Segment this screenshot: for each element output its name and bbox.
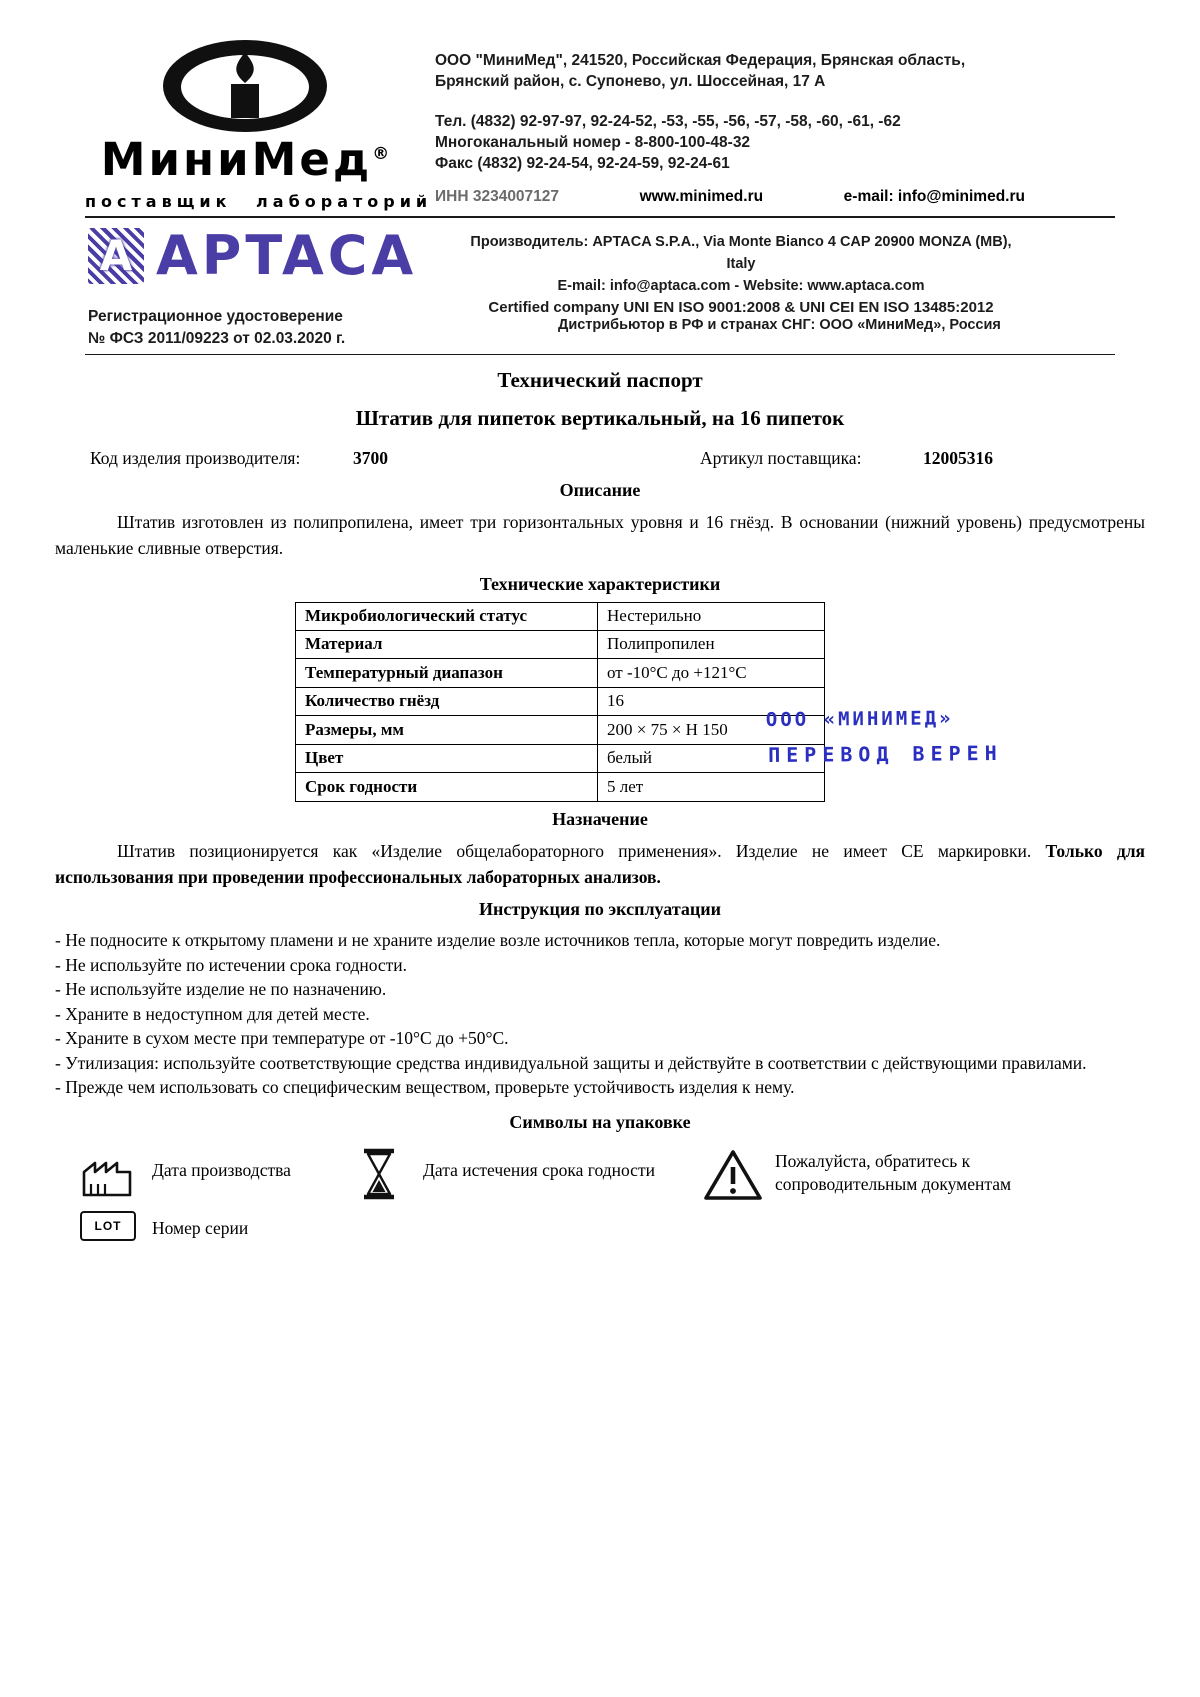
spec-label: Цвет xyxy=(296,744,598,772)
symbols-heading: Символы на упаковке xyxy=(509,1111,691,1132)
brand-tagline: поставщик лабораторий xyxy=(85,192,433,211)
spec-row xyxy=(296,687,825,715)
instructions-list xyxy=(55,928,1145,1100)
lot-box-text: LOT xyxy=(80,1211,136,1241)
inn-row xyxy=(435,188,1025,206)
packaging-symbols xyxy=(55,1147,1145,1282)
specs-table xyxy=(295,602,825,802)
spec-value: 5 лет xyxy=(598,773,825,801)
instruction-item: - Не используйте изделие не по назначению. xyxy=(55,979,387,1000)
registered-mark: ® xyxy=(372,144,390,164)
manufacturer-info xyxy=(458,231,1024,319)
company-website: www.minimed.ru xyxy=(639,188,764,205)
spec-value: белый xyxy=(598,744,825,772)
spec-value: Полипропилен xyxy=(598,630,825,658)
supplier-article-label: Артикул поставщика: xyxy=(700,448,862,468)
spec-label: Материал xyxy=(296,630,598,658)
company-fax: Факс (4832) 92-24-54, 92-24-59, 92-24-61 xyxy=(435,155,730,172)
spec-label: Микробиологический статус xyxy=(296,602,598,630)
spec-label: Температурный диапазон xyxy=(296,659,598,687)
spec-label: Срок годности xyxy=(296,773,598,801)
minimed-candle-icon xyxy=(160,38,330,135)
description-text: Штатив изготовлен из полипропилена, имеет три горизонтальных уровня и 16 гнёзд. В основании (нижний уровень) предусмотрены маленькие сливные отверстия. xyxy=(55,512,1145,559)
spec-row xyxy=(296,744,825,772)
aptaca-tile-icon xyxy=(88,228,144,284)
spec-label: Количество гнёзд xyxy=(296,687,598,715)
company-info xyxy=(435,50,1035,174)
minimed-logo xyxy=(85,38,433,211)
stamp-verified: ПЕРЕВОД ВЕРЕН xyxy=(768,740,1003,768)
manufacturer-code-value: 3700 xyxy=(353,448,388,468)
spec-value: от -10°C до +121°C xyxy=(598,659,825,687)
spec-value: Нестерильно xyxy=(598,602,825,630)
manufacturer-line: Производитель: APTACA S.P.A., Via Monte Bianco 4 CAP 20900 MONZA (MB), Italy xyxy=(470,234,1012,272)
registration-line-1: Регистрационное удостоверение xyxy=(88,308,343,325)
brand-text: МиниМед xyxy=(100,133,373,186)
symbol-label: Дата истечения срока годности xyxy=(423,1159,655,1180)
purpose-heading: Назначение xyxy=(552,808,648,829)
instructions-heading: Инструкция по эксплуатации xyxy=(478,899,722,920)
company-phones: Тел. (4832) 92-97-97, 92-24-52, -53, -55, -56, -57, -58, -60, -61, -62 xyxy=(435,113,901,130)
spec-value: 200 × 75 × H 150 xyxy=(598,716,825,744)
instruction-item: - Храните в сухом месте при температуре от -10°C до +50°C. xyxy=(55,1028,509,1049)
manufacturer-code-label: Код изделия производителя: xyxy=(90,448,301,468)
company-address-line-2: Брянский район, с. Супонево, ул. Шоссейная, 17 А xyxy=(435,73,826,90)
document-body xyxy=(55,360,1145,1282)
brand-name xyxy=(85,133,405,186)
manufacturer-certification: Certified company UNI EN ISO 9001:2008 & UNI CEI EN ISO 13485:2012 xyxy=(488,299,994,316)
registration-line-2: № ФСЗ 2011/09223 от 02.03.2020 г. xyxy=(88,330,346,347)
symbol-label: Номер серии xyxy=(152,1217,249,1238)
supplier-article-value: 12005316 xyxy=(923,448,993,468)
warning-icon xyxy=(702,1147,764,1208)
header-divider-1 xyxy=(85,216,1115,218)
instruction-item: - Прежде чем использовать со специфическим веществом, проверьте устойчивость изделия к нему. xyxy=(55,1077,795,1098)
product-title: Штатив для пипеток вертикальный, на 16 пипеток xyxy=(355,406,845,430)
purpose-text-bold: Только для использования при проведении профессиональных лабораторных анализов. xyxy=(55,840,1146,887)
instruction-item: - Утилизация: используйте соответствующие средства индивидуальной защиты и действуйте в соответствии с действующими правилами. xyxy=(55,1052,1087,1073)
spec-row xyxy=(296,659,825,687)
specs-heading: Технические характеристики xyxy=(479,573,721,594)
product-codes-row xyxy=(55,448,1145,474)
spec-row xyxy=(296,630,825,658)
hourglass-icon xyxy=(358,1147,400,1206)
manufacturer-contacts: E-mail: info@aptaca.com - Website: www.aptaca.com xyxy=(557,278,925,294)
company-email: e-mail: info@minimed.ru xyxy=(843,188,1025,205)
instruction-item: - Храните в недоступном для детей месте. xyxy=(55,1003,370,1024)
lot-icon xyxy=(80,1211,136,1241)
spec-row xyxy=(296,773,825,801)
company-multichannel: Многоканальный номер - 8-800-100-48-32 xyxy=(435,134,751,151)
spec-value: 16 xyxy=(598,687,825,715)
instruction-item: - Не подносите к открытому пламени и не храните изделие возле источников тепла, которые могут повредить изделие. xyxy=(55,930,941,951)
stamp-company: ООО «МИНИМЕД» xyxy=(765,707,954,732)
instruction-item: - Не используйте по истечении срока годности. xyxy=(55,954,408,975)
aptaca-tile-letter: A xyxy=(99,231,133,280)
purpose-text-normal: Штатив позиционируется как «Изделие общелабораторного применения». Изделие не имеет СЕ маркировки. xyxy=(117,840,1046,861)
description-heading: Описание xyxy=(559,480,641,500)
aptaca-logo xyxy=(88,226,417,286)
spacer xyxy=(435,92,1035,111)
distributor-info: Дистрибьютор в РФ и странах СНГ: ООО «МиниМед», Россия xyxy=(558,317,1001,333)
header-divider-2 xyxy=(85,354,1115,355)
spec-row xyxy=(296,716,825,744)
aptaca-wordmark: APTACA xyxy=(156,224,418,287)
registration-info xyxy=(88,306,345,350)
company-address-line-1: ООО "МиниМед", 241520, Российская Федерация, Брянская область, xyxy=(435,52,966,69)
symbol-label: Дата производства xyxy=(152,1159,291,1180)
symbol-label: Пожалуйста, обратитесь к сопроводительным документам xyxy=(775,1150,1012,1195)
factory-icon xyxy=(78,1147,136,1204)
purpose-text xyxy=(55,838,1145,891)
page-title: Технический паспорт xyxy=(497,368,703,392)
spec-row xyxy=(296,602,825,630)
translation-stamp xyxy=(766,707,1003,767)
company-inn: ИНН 3234007127 xyxy=(435,188,560,205)
spec-label: Размеры, мм xyxy=(296,716,598,744)
